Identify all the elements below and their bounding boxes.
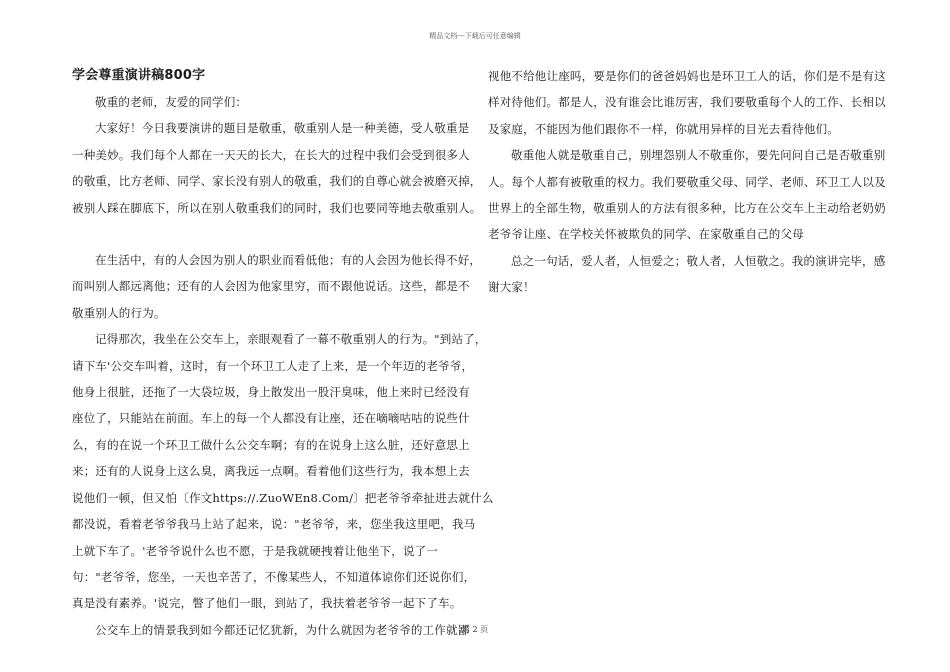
text-line: 句："老爷爷，您坐，一天也辛苦了，不像某些人，不知道体谅你们还说你们， xyxy=(72,569,476,584)
text-line: 而叫别人都远离他；还有的人会因为他家里穷，而不跟他说话。这些，都是不 xyxy=(72,279,470,294)
text-line: 座位了，只能站在前面。车上的每一个人都没有让座，还在嘀嘀咕咕的说些什 xyxy=(72,411,470,426)
page-number: 第 2 页 xyxy=(461,625,489,634)
text-line: 被别人踩在脚底下，所以在别人敬重我们的同时，我们也要同等地去敬重别人。 xyxy=(72,200,482,215)
text-line: 的敬重，比方老师、同学、家长没有别人的敬重，我们的自尊心就会被磨灭掉， xyxy=(72,174,482,189)
text-line: 敬重别人的行为。 xyxy=(72,305,166,320)
text-line: 公交车上的情景我到如今都还记忆犹新，为什么就因为老爷爷的工作就鄙 xyxy=(95,622,470,637)
text-line: 世界上的全部生物，敬重别人的方法有很多种，比方在公交车上主动给老奶奶 xyxy=(488,201,886,216)
right-column xyxy=(488,63,884,301)
text-line: 一种美妙。我们每个人都在一天天的长大，在长大的过程中我们会受到很多人 xyxy=(72,147,470,162)
text-line: 记得那次，我坐在公交车上，亲眼观看了一幕不敬重别人的行为。"到站了， xyxy=(95,332,487,347)
paragraph-gap xyxy=(72,221,468,247)
text-line: 谢大家！ xyxy=(488,280,535,295)
text-line: 他身上很脏，还拖了一大袋垃圾，身上散发出一股汗臭味，他上来时已经没有 xyxy=(72,385,470,400)
text-line: 老爷爷让座、在学校关怀被欺负的同学、在家敬重自己的父母 xyxy=(488,227,804,242)
text-line: 请下车'公交车叫着，这时，有一个环卫工人走了上来，是一个年迈的老爷爷， xyxy=(72,358,474,373)
text-line: 样对待他们。都是人，没有谁会比谁厉害，我们要敬重每个人的工作、长相以 xyxy=(488,95,886,110)
text-line: 真是没有素养。'说完，瞥了他们一眼，到站了，我扶着老爷爷一起下了车。 xyxy=(72,596,462,611)
text-line: 视他不给他让座吗，要是你们的爸爸妈妈也是环卫工人的话，你们是不是有这 xyxy=(488,69,886,83)
text-line: 人。每个人都有被敬重的权力。我们要敬重父母、同学、老师、环卫工人以及 xyxy=(488,174,886,189)
text-line: 敬重的老师，友爱的同学们： xyxy=(95,95,248,109)
text-line: 上就下车了。'老爷爷说什么也不愿，于是我就硬拽着让他坐下，说了一 xyxy=(72,543,439,558)
text-line: 大家好！今日我要演讲的题目是敬重，敬重别人是一种美德，受人敬重是 xyxy=(95,121,470,136)
text-line: 来；还有的人说身上这么臭，离我远一点啊。看着他们这些行为，我本想上去 xyxy=(72,464,470,479)
text-line: 说他们一顿，但又怕〔作文https://.ZuoWEn8.Com/〕把老爷爷牵扯进去就什么 xyxy=(72,490,494,505)
document-title: 学会尊重演讲稿800字 xyxy=(72,68,206,83)
text-line: 及家庭，不能因为他们跟你不一样，你就用异样的目光去看待他们。 xyxy=(488,121,839,136)
text-line: 么，有的在说一个环卫工做什么公交车啊；有的在说身上这么脏，还好意思上 xyxy=(72,437,470,452)
right-column-body xyxy=(488,63,884,301)
text-line: 总之一句话，爱人者，人恒爱之；敬人者，人恒敬之。我的演讲完毕，感 xyxy=(511,253,886,268)
text-line: 在生活中，有的人会因为别人的职业而看低他；有的人会因为他长得不好， xyxy=(95,253,482,268)
text-line: 敬重他人就是敬重自己，别埋怨别人不敬重你，要先问问自己是否敬重别 xyxy=(511,148,886,163)
text-line: 都没说，看着老爷爷我马上站了起来，说："老爷爷，来，您坐我这里吧，我马 xyxy=(72,517,476,532)
header-note: 精品文档---下载后可任意编辑 xyxy=(429,32,521,40)
